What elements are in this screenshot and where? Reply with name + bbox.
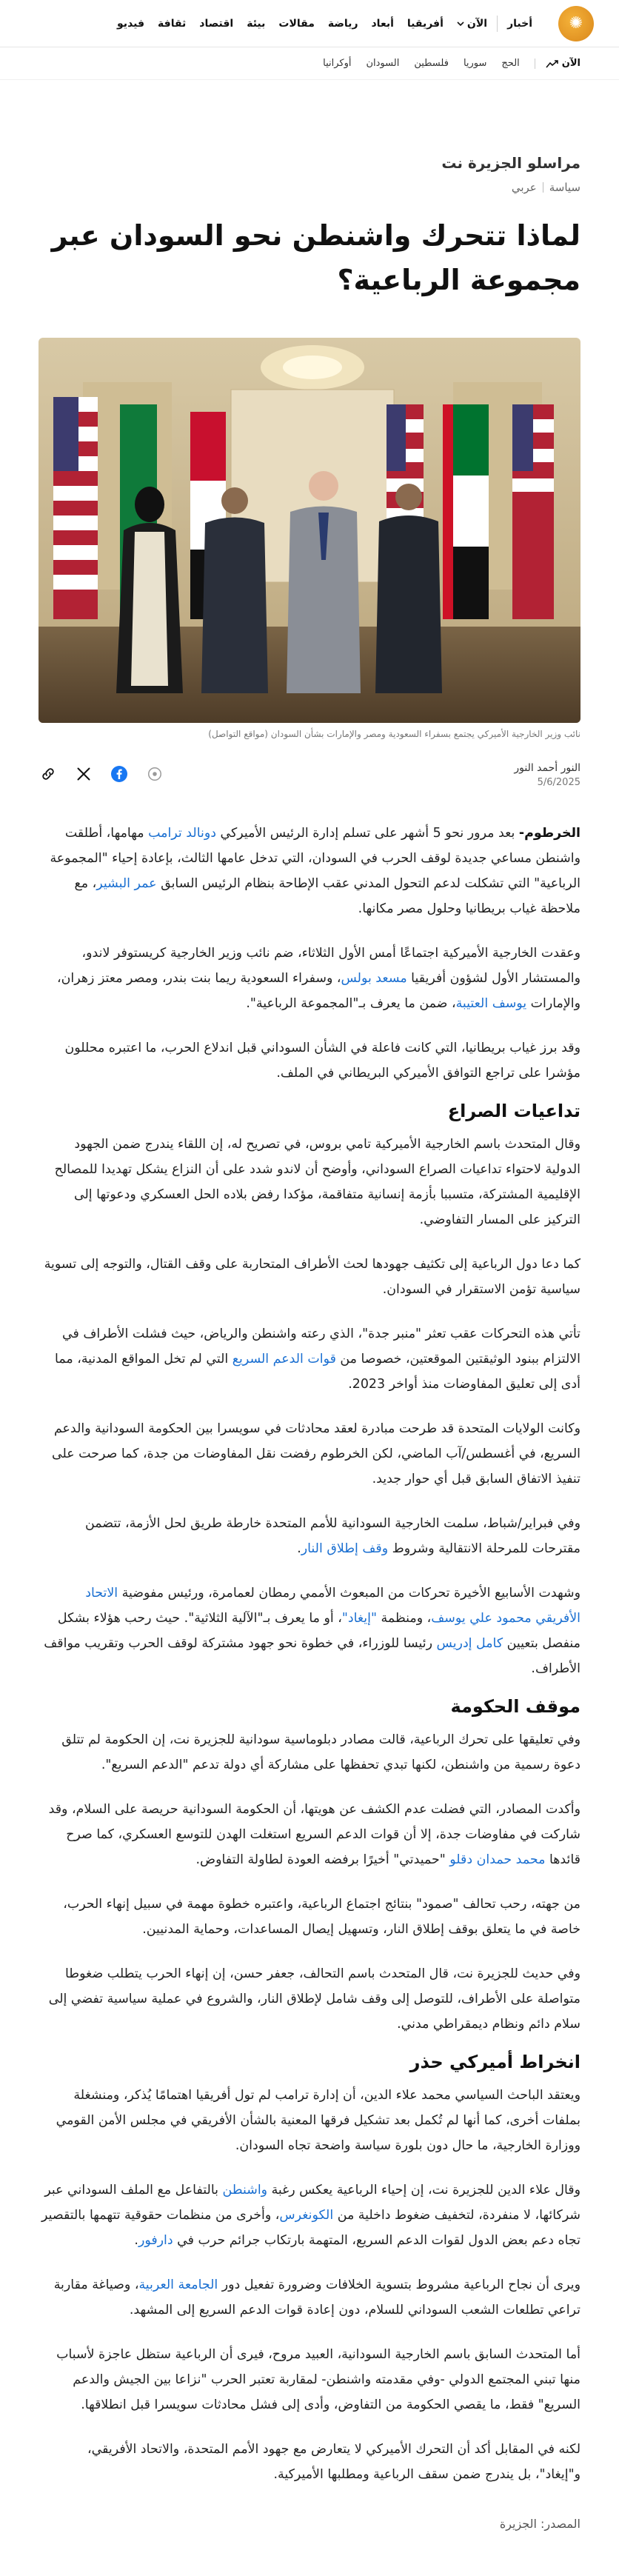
- topic-sudan[interactable]: السودان: [366, 58, 400, 69]
- link-congress[interactable]: الكونغرس: [279, 2208, 334, 2223]
- text: ، وسفراء السعودية ريما بنت بندر، ومصر معتز زهران، والإمارات: [57, 971, 580, 1011]
- paragraph: من جهته، رحب تحالف "صمود" بنتائج اجتماع الرباعية، واعتبره خطوة مهمة في سبيل إنهاء الحرب، خاصة في ما يتعلق بوقف إطلاق النار، وتسهيل إيصال المساعدات، وحماية المدنيين.: [63, 1897, 580, 1937]
- publish-date: 5/6/2025: [537, 777, 580, 788]
- chevron-down-icon: [457, 20, 464, 27]
- text: بعد مرور نحو 5 أشهر على تسلم إدارة الرئيس الأميركي: [215, 826, 519, 841]
- text: ، ضمن ما يعرف بـ"المجموعة الرباعية".: [246, 996, 456, 1011]
- text: "حميدتي" أخيرًا برفضه العودة لطاولة التفاوض.: [195, 1852, 450, 1867]
- paragraph: ويعتقد الباحث السياسي محمد علاء الدين، أن إدارة ترامب لم تول أفريقيا اهتمامًا يُذكر، ومنشغلة بملفات أخرى، كما أنها لم تُكمل بعد تشكيل فرقها المعنية بالشأن الأفريقي في مجلس الأمن القومي ووزارة الخارجية، ما حال دون بلورة سياسة واضحة تجاه السودان.: [56, 2088, 580, 2153]
- nav-now[interactable]: [450, 18, 494, 30]
- text: وشهدت الأسابيع الأخيرة تحركات من المبعوث الأممي رمطان لعمامرة، ورئيس مفوضية: [118, 1586, 580, 1601]
- link-african-union[interactable]: الاتحاد الأفريقي محمود علي يوسف: [85, 1586, 580, 1626]
- link-boulos[interactable]: مسعد بولس: [341, 971, 407, 986]
- paragraph: [39, 2178, 580, 2253]
- nav-economy[interactable]: اقتصاد: [199, 17, 234, 30]
- text: وفي فبراير/شباط، سلمت الخارجية السودانية للأمم المتحدة خارطة طريق لحل الأزمة، تتضمن مقترحات للمرحلة الانتقالية وشروط: [85, 1516, 580, 1556]
- trending-bar: [0, 47, 619, 80]
- text: .: [134, 2233, 138, 2248]
- nav-divider: [497, 16, 498, 32]
- text: رئيسا للوزراء، في خطوة نحو جهود مشتركة لوقف الحرب وتقريب مواقف الأطراف.: [44, 1636, 580, 1676]
- hero-image: [39, 338, 580, 723]
- link-arab-league[interactable]: الجامعة العربية: [138, 2278, 218, 2292]
- paragraph: [39, 2272, 580, 2323]
- text: بالتفاعل مع الملف السوداني عبر شركائها، لا منفردة، لتخفيف ضغوط داخلية من: [44, 2183, 580, 2223]
- paragraph: وقال المتحدث باسم الخارجية الأميركية تامي بروس، في تصريح له، إن اللقاء يندرج ضمن الجهود الدولية لاحتواء تداعيات الصراع السوداني، وأوضح أن لاندو شدد على أن النزاع يشكل تهديدا للمصالح الإقليمية المشتركة، متسببا بأزمة إنسانية متفاقمة، مؤكدا رفض بلاده الحل العسكري ودعوتها إلى التركيز على المسار التفاوضي.: [54, 1137, 580, 1227]
- article-body: [39, 821, 580, 2487]
- text: تأتي هذه التحركات عقب تعثر "منبر جدة"، الذي رعته واشنطن والرياض، حيث فشلت الأطراف في الالتزام ببنود الوثيقتين الموقعتين، خصوصا من: [61, 1327, 580, 1367]
- paragraph: [39, 1581, 580, 1681]
- section-heading: موقف الحكومة: [450, 1696, 580, 1717]
- breadcrumb-arab[interactable]: عربي: [511, 181, 537, 194]
- nav-video[interactable]: فيديو: [117, 17, 145, 30]
- copy-link-icon[interactable]: [39, 764, 58, 784]
- paragraph: كما دعا دول الرباعية إلى تكثيف جهودها لحث الأطراف المتحاربة على وقف القتال، والتوجه إلى تسوية سياسية تؤمن الاستقرار في السودان.: [44, 1257, 580, 1297]
- x-twitter-icon[interactable]: [74, 764, 93, 784]
- section-heading: انخراط أميركي حذر: [409, 2052, 580, 2072]
- link-rsf[interactable]: قوات الدعم السريع: [232, 1352, 336, 1367]
- link-trump[interactable]: دونالد ترامب: [148, 826, 216, 841]
- text: ، ومنظمة: [376, 1611, 432, 1626]
- topic-palestine[interactable]: فلسطين: [414, 58, 449, 69]
- text: ، وصياغة مقاربة تراعي تطلعات الشعب السوداني للسلام، دون إعادة قوات الدعم السريع إلى المشهد.: [53, 2278, 580, 2318]
- link-hemedti[interactable]: محمد حمدان دقلو: [449, 1852, 546, 1867]
- text: التي لم تخل المواقع المدنية، مما أدى إلى تعليق المفاوضات منذ أواخر 2023.: [55, 1352, 580, 1392]
- dateline: الخرطوم-: [518, 826, 580, 841]
- paragraph: وفي حديث للجزيرة نت، قال المتحدث باسم التحالف، جعفر حسن، إن إنهاء الحرب يتطلب ضغوطا متواصلة على الأطراف، للتوصل إلى وقف شامل لإطلاق النار، والشروع في عملية سياسية تفضي إلى سلام دائم ونظام ديمقراطي مدني.: [48, 1966, 580, 2032]
- nav-sports[interactable]: رياضة: [327, 17, 358, 30]
- article: [0, 154, 619, 2541]
- trending-now-label: الآن: [561, 58, 580, 69]
- paragraph: وكانت الولايات المتحدة قد طرحت مبادرة لعقد محادثات في سويسرا بين الحكومة السودانية والدعم السريع، في أغسطس/آب الماضي، لكن الخرطوم رفضت نقل المفاوضات من جدة، كما صرحت على تنفيذ الاتفاق السابق قبل أي حوار جديد.: [51, 1421, 580, 1486]
- link-kamil-idris[interactable]: كامل إدريس: [436, 1636, 503, 1651]
- text: وأكدت المصادر، التي فضلت عدم الكشف عن هويتها، أن الحكومة السودانية حريصة على السلام، وقد شاركت في مفاوضات جدة، إلا أن قوات الدعم السريع استغلت الهدن للتوسع العسكري، كما صرح قائدها: [48, 1802, 580, 1867]
- nav-environment[interactable]: بيئة: [247, 17, 266, 30]
- text: ، أو ما يعرف بـ"الآلية الثلاثية". حيث رحب هؤلاء بشكل منفصل بتعيين: [57, 1611, 580, 1651]
- text: ، وأخرى من منظمات حقوقية تتهمها بالتقصير تجاه دعم بعض الدول لقوات الدعم السريع، المتهمة بارتكاب جرائم حرب في: [41, 2208, 580, 2248]
- nav-opinion[interactable]: مقالات: [278, 17, 315, 30]
- paragraph: [39, 1321, 580, 1397]
- breadcrumb-politics[interactable]: سياسة: [549, 181, 580, 194]
- topic-ukraine[interactable]: أوكرانيا: [323, 58, 352, 69]
- trending-now[interactable]: [546, 58, 580, 69]
- link-darfur[interactable]: دارفور: [138, 2233, 173, 2248]
- link-washington[interactable]: واشنطن: [222, 2183, 268, 2198]
- paragraph: وفي تعليقها على تحرك الرباعية، قالت مصادر دبلوماسية سودانية للجزيرة نت، إن الحكومة لم تتلق دعوة رسمية من واشنطن، لكنها تبدي تحفظها على مشاركة أي دولة تدعم "الدعم السريع".: [61, 1732, 580, 1772]
- text: وعقدت الخارجية الأميركية اجتماعًا أمس الأول الثلاثاء، ضم نائب وزير الخارجية كريستوفر لاندو، والمستشار الأول لشؤون أفريقيا: [81, 946, 580, 986]
- aljazeera-logo[interactable]: ✺: [558, 6, 594, 41]
- article-kicker[interactable]: مراسلو الجزيرة نت: [441, 154, 580, 172]
- topic-hajj[interactable]: الحج: [501, 58, 520, 69]
- topic-syria[interactable]: سوريا: [463, 58, 487, 69]
- nav-africa[interactable]: أفريقيا: [406, 17, 444, 30]
- article-source: المصدر: الجزيرة: [499, 2517, 580, 2531]
- share-bar: [39, 764, 164, 784]
- paragraph: لكنه في المقابل أكد أن التحرك الأميركي لا يتعارض مع جهود الأمم المتحدة، والاتحاد الأفريقي، و"إيغاد"، بل يندرج ضمن سقف الرباعية ومطلبها الأميركية.: [87, 2442, 580, 2482]
- site-header: [0, 0, 619, 47]
- text: .: [297, 1541, 301, 1556]
- breadcrumb: [39, 181, 580, 194]
- nav-dimensions[interactable]: أبعاد: [371, 17, 394, 30]
- byline: [39, 760, 580, 788]
- paragraph: [39, 1511, 580, 1561]
- article-title: لماذا تتحرك واشنطن نحو السودان عبر مجموعة الرباعية؟: [51, 219, 580, 296]
- image-caption: نائب وزير الخارجية الأميركي يجتمع بسفراء السعودية ومصر والإمارات بشأن السودان (مواقع التواصل): [208, 729, 580, 739]
- main-nav: [16, 16, 539, 32]
- facebook-icon[interactable]: [110, 764, 129, 784]
- trend-arrow-icon: [546, 59, 559, 68]
- link-ceasefire[interactable]: وقف إطلاق النار: [301, 1541, 389, 1556]
- author-name[interactable]: النور أحمد النور: [514, 762, 580, 774]
- paragraph: أما المتحدث السابق باسم الخارجية السودانية، العبيد مروح، فيرى أن الرباعية ستظل عاجزة لأسباب منها تبني المجتمع الدولي -وفي مقدمته واشنطن- لمقاربة تعتبر الحرب "نزاعا بين الجيش والدعم السريع" فقط، ما يقصي الحكومة من التفاوض، وأدى إلى فشل محادثات سويسرا قبل انطلاقها.: [56, 2347, 580, 2412]
- nav-culture[interactable]: ثقافة: [158, 17, 187, 30]
- section-heading: تداعيات الصراع: [447, 1101, 580, 1121]
- share-more-icon[interactable]: [145, 764, 164, 784]
- paragraph: وقد برز غياب بريطانيا، التي كانت فاعلة في الشأن السوداني قبل اندلاع الحرب، ما اعتبره محللون مؤشرا على تراجع التوافق الأميركي البريطاني في الملف.: [64, 1041, 580, 1081]
- text: مهامها، أطلقت واشنطن مساعي جديدة لوقف الحرب في السودان، التي تدخل عامها الثالث، بإعادة إحياء "المجموعة الرباعية" التي تشكلت لدعم التحول المدني عقب الإطاحة بنظام الرئيس السابق: [50, 826, 580, 891]
- paragraph: [39, 821, 580, 921]
- text: وقال علاء الدين للجزيرة نت، إن إحياء الرباعية يعكس رغبة: [267, 2183, 580, 2198]
- paragraph: [39, 1797, 580, 1872]
- paragraph: [39, 941, 580, 1016]
- nav-now-label: الآن: [466, 17, 488, 30]
- text: ويرى أن نجاح الرباعية مشروط بتسوية الخلافات وضرورة تفعيل دور: [218, 2278, 580, 2292]
- link-igad[interactable]: "إيغاد": [341, 1611, 377, 1626]
- link-otaiba[interactable]: يوسف العتيبة: [455, 996, 527, 1011]
- nav-news[interactable]: أخبار: [507, 17, 532, 30]
- text: ، مع ملاحظة غياب بريطانيا وحلول مصر مكانها.: [74, 876, 580, 916]
- hero-photo-illustration: [39, 338, 580, 723]
- link-bashir[interactable]: عمر البشير: [96, 876, 157, 891]
- author-block: [514, 760, 580, 788]
